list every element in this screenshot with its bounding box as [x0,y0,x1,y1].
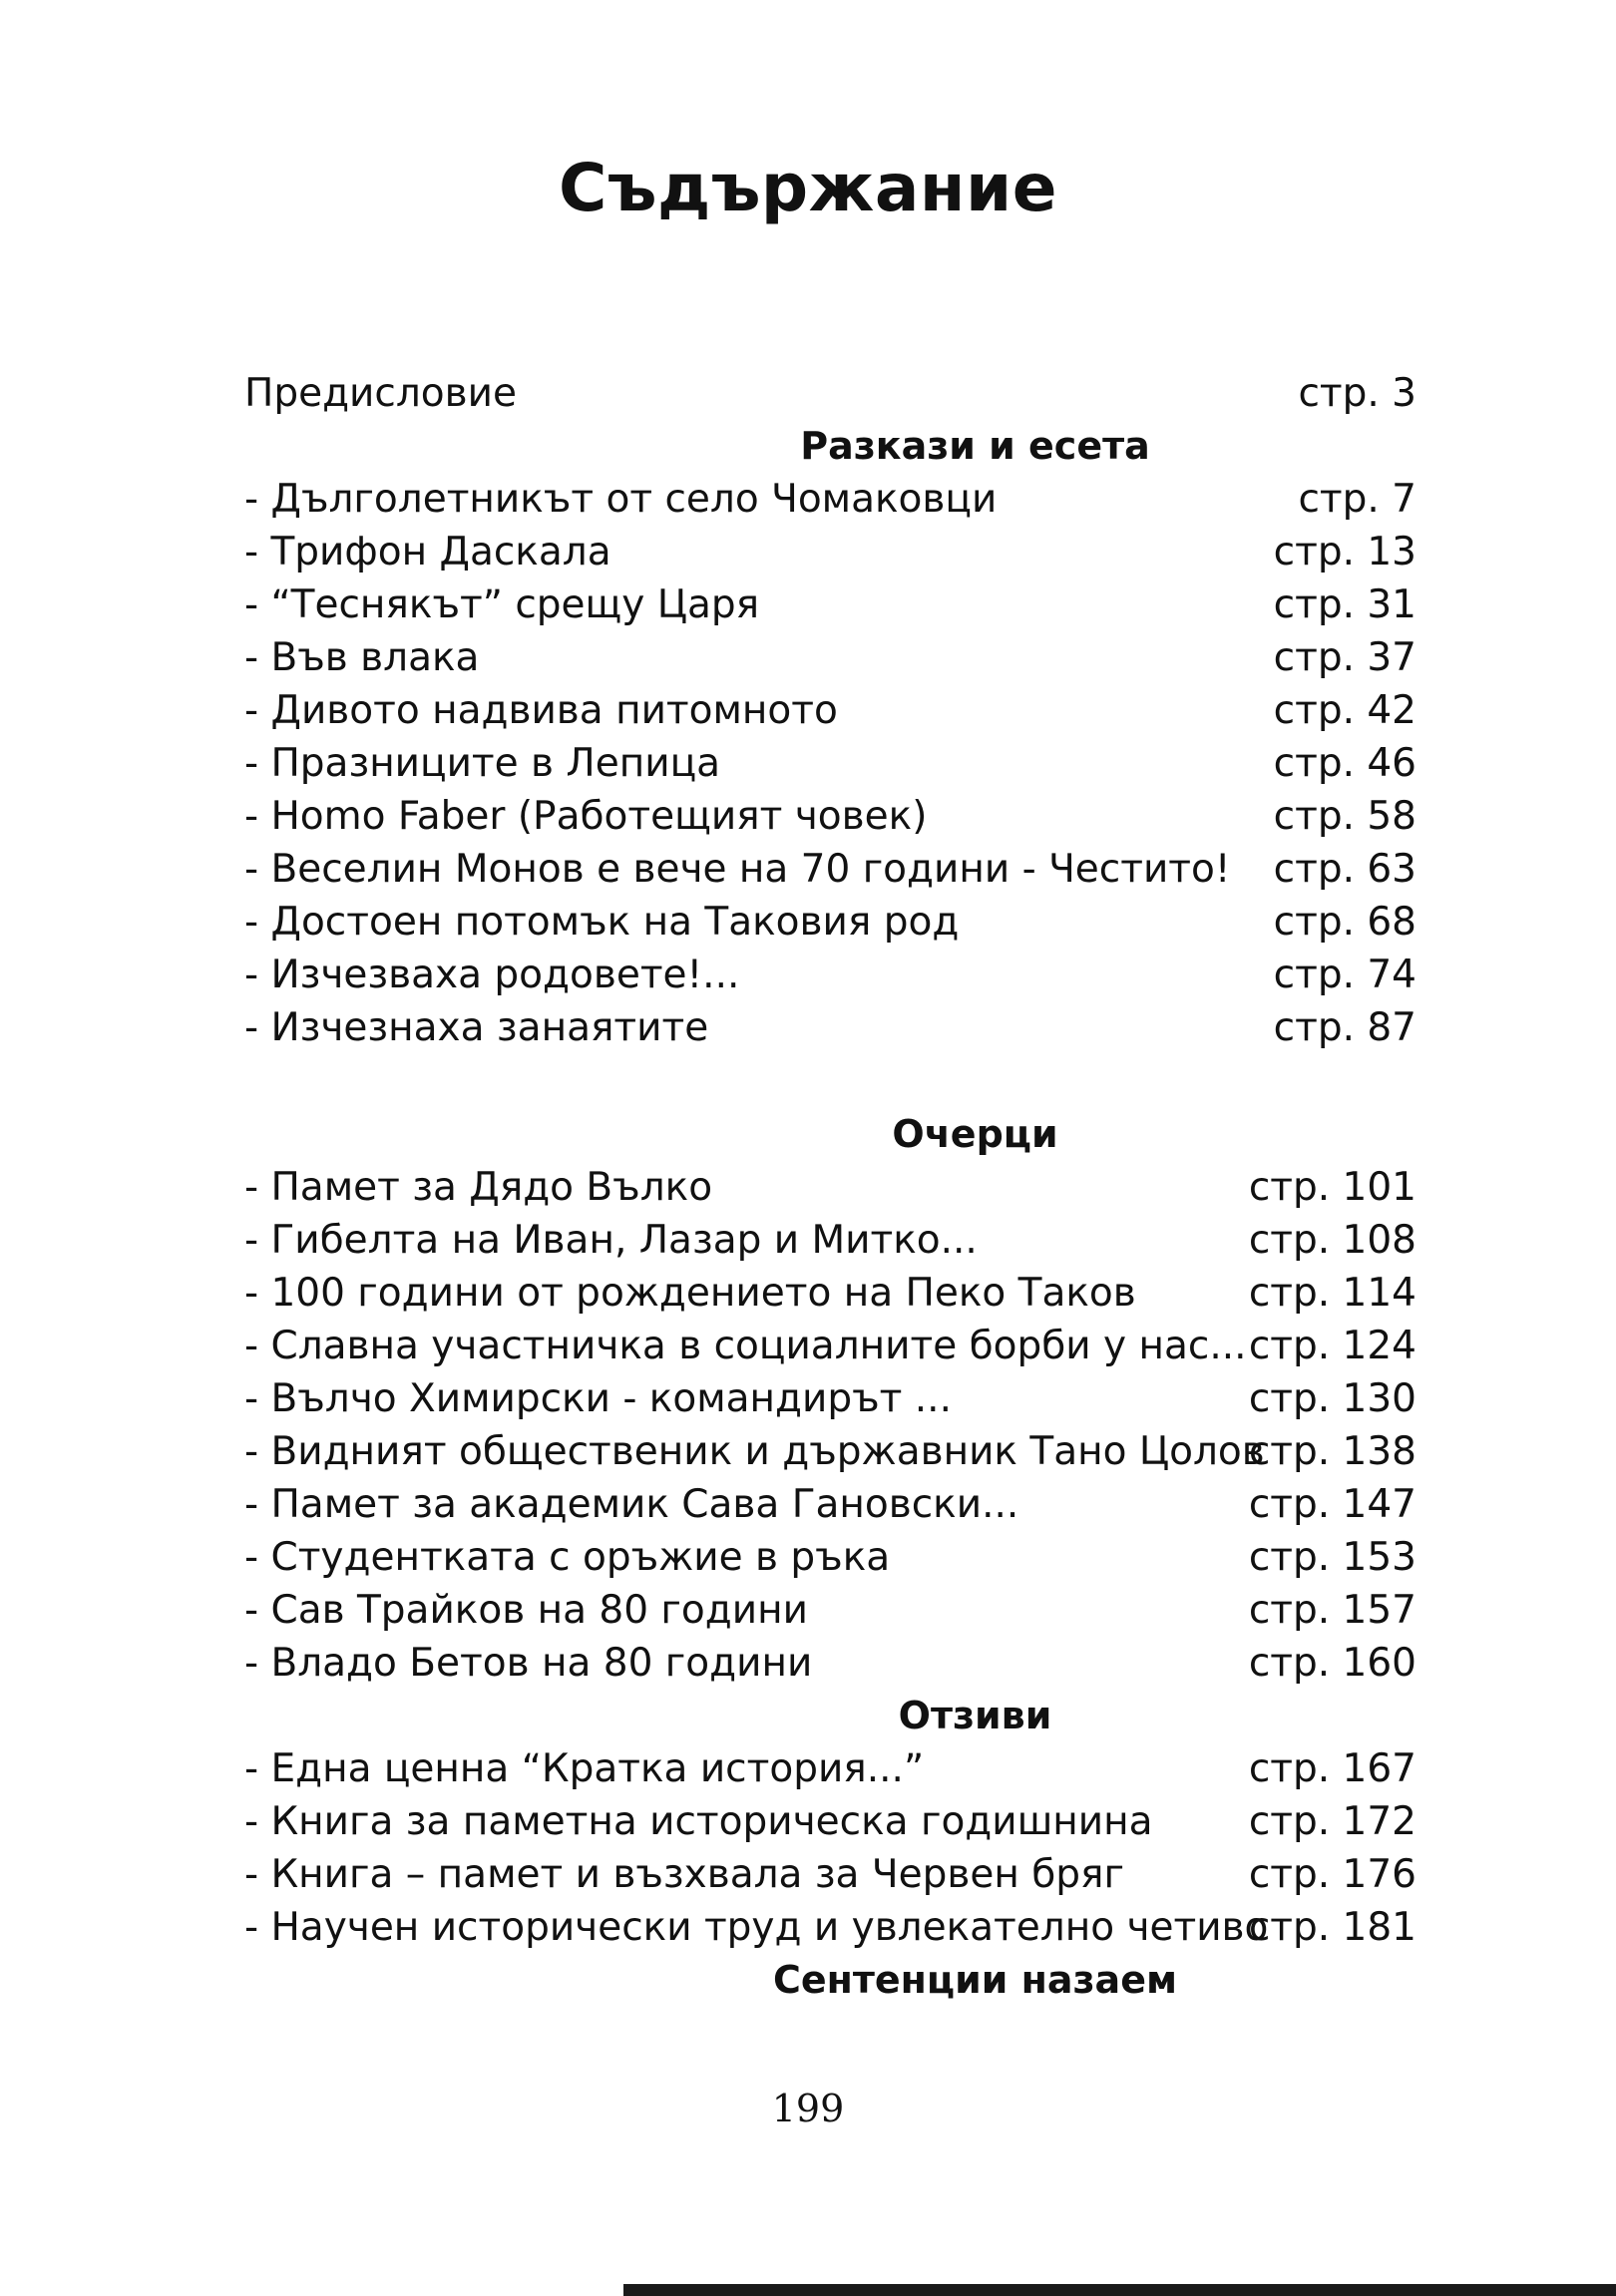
toc-entry [244,1637,1416,1690]
toc-entry [244,737,1416,790]
toc-entry [244,1425,1416,1478]
toc-entry [244,896,1416,949]
toc-entry-page: стр. 42 [1273,688,1416,733]
section-heading: Отзиви [898,1694,1052,1737]
page-title: Съдържание [559,150,1057,226]
toc-entry-label: - Научен исторически труд и увлекателно четиво [244,1905,1269,1950]
toc-entry [244,1742,1416,1795]
toc-entry [244,1531,1416,1584]
toc-entry [244,1901,1416,1954]
toc-entry [244,949,1416,1001]
toc-entry-preface [244,367,1416,420]
toc-entry-page: стр. 157 [1248,1588,1416,1633]
toc-entry-page: стр. 172 [1248,1799,1416,1844]
toc-entry-label: - Видният общественик и държавник Тано Цолов [244,1429,1265,1474]
toc-entry-label: - Вълчо Химирски - командирът ... [244,1376,952,1421]
toc-entry-page: стр. 7 [1298,477,1416,522]
toc-entry-page: стр. 160 [1248,1641,1416,1686]
toc-entry-label: - “Теснякът” срещу Царя [244,582,760,627]
toc-entry [244,1214,1416,1267]
toc-entry-page: стр. 114 [1248,1271,1416,1316]
toc-entry-label: - Памет за академик Сава Гановски... [244,1482,1019,1527]
toc-entry-label: - Студентката с оръжие в ръка [244,1535,891,1580]
toc-entry-page: стр. 31 [1273,582,1416,627]
toc-entry-page: стр. 167 [1248,1746,1416,1791]
toc-entry [244,1161,1416,1214]
toc-entry-page: стр. 74 [1273,953,1416,997]
toc-entry-label: - Празниците в Лепица [244,741,721,786]
section-heading: Сентенции назаем [772,1958,1178,2002]
section-heading: Очерци [892,1112,1058,1156]
toc-entry-page: стр. 153 [1248,1535,1416,1580]
toc-entry-page: стр. 87 [1273,1005,1416,1050]
toc-entry [244,1584,1416,1637]
toc-entry-label: - Една ценна “Кратка история...” [244,1746,925,1791]
toc-entry-label: Предисловие [244,371,517,416]
toc-entry [244,1001,1416,1054]
toc-entry [244,578,1416,631]
toc-entry-page: стр. 58 [1273,794,1416,839]
toc-entry [244,1267,1416,1320]
section-heading: Разкази и есета [800,424,1150,468]
toc-entry-label: - 100 години от рождението на Пеко Таков [244,1271,1136,1316]
toc-entry-page: стр. 46 [1273,741,1416,786]
toc-entry-label: - Сав Трайков на 80 години [244,1588,808,1633]
toc-entry-label: - Достоен потомък на Таковия род [244,900,960,945]
toc-entry-label: - Книга за паметна историческа годишнина [244,1799,1153,1844]
toc-entry-label: - Homo Faber (Работещият човек) [244,794,928,839]
toc-entry-label: - Дивото надвива питомното [244,688,838,733]
toc-entry-page: стр. 130 [1248,1376,1416,1421]
toc-entry [244,790,1416,843]
toc-entry-label: - Дълголетникът от село Чомаковци [244,477,998,522]
toc-entry-label: - Книга – памет и възхвала за Червен бряг [244,1852,1124,1897]
toc-entry [244,1372,1416,1425]
table-of-contents [244,367,1416,2007]
toc-entry-page: стр. 63 [1273,847,1416,892]
toc-entry-label: - Владо Бетов на 80 години [244,1641,813,1686]
toc-entry-page: стр. 138 [1248,1429,1416,1474]
toc-entry [244,684,1416,737]
toc-entry-label: - Гибелта на Иван, Лазар и Митко... [244,1218,978,1263]
toc-entry-label: - Славна участничка в социалните борби у нас... [244,1324,1247,1368]
toc-entry-page: стр. 176 [1248,1852,1416,1897]
toc-entry [244,1795,1416,1848]
toc-entry [244,473,1416,526]
toc-entry-label: - Изчезнаха занаятите [244,1005,709,1050]
toc-entry-label: - Изчезваха родовете!... [244,953,740,997]
toc-entry [244,1478,1416,1531]
scan-edge-shadow [623,2284,1616,2296]
toc-entry-page: стр. 108 [1248,1218,1416,1263]
toc-entry-page: стр. 124 [1248,1324,1416,1368]
section-gap [244,1054,1416,1108]
toc-entry-page: стр. 68 [1273,900,1416,945]
toc-entry-page: стр. 3 [1298,371,1416,416]
toc-entry-page: стр. 13 [1273,530,1416,574]
toc-entry [244,843,1416,896]
toc-entry [244,1848,1416,1901]
toc-entry [244,631,1416,684]
page-number: 199 [771,2087,845,2130]
toc-entry-page: стр. 101 [1248,1165,1416,1210]
toc-entry-label: - Във влака [244,635,480,680]
toc-entry [244,526,1416,578]
toc-entry-page: стр. 147 [1248,1482,1416,1527]
toc-entry [244,1320,1416,1372]
toc-entry-page: стр. 37 [1273,635,1416,680]
toc-entry-label: - Памет за Дядо Вълко [244,1165,713,1210]
toc-entry-page: стр. 181 [1248,1905,1416,1950]
toc-entry-label: - Трифон Даскала [244,530,611,574]
toc-entry-label: - Веселин Монов е вече на 70 години - Честито! [244,847,1231,892]
